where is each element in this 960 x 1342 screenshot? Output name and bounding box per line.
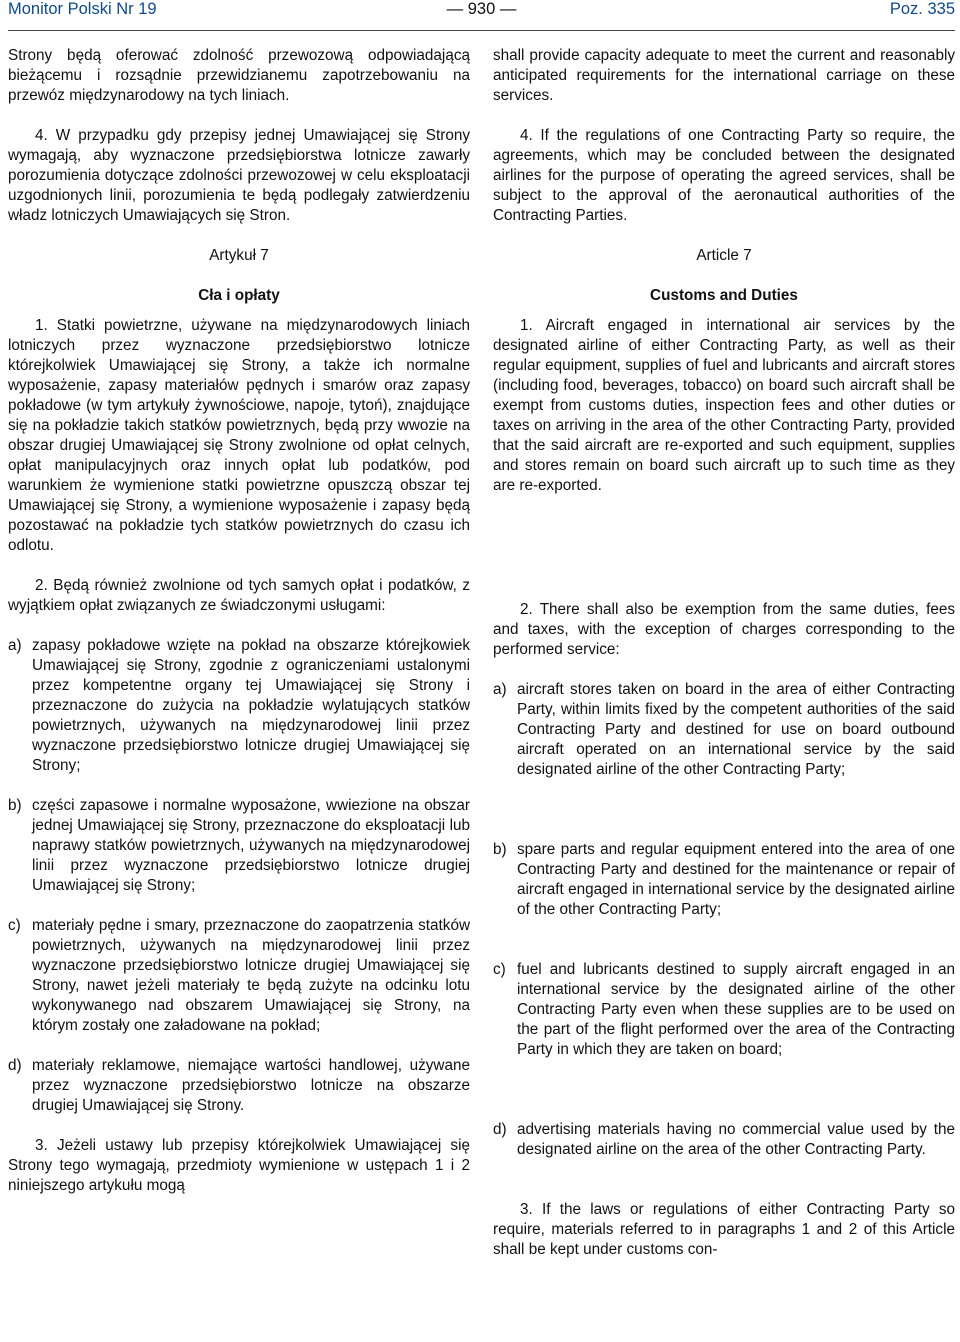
list-item-label: a)	[8, 637, 22, 654]
list-item	[8, 916, 470, 1036]
en-article-title: Customs and Duties	[650, 287, 798, 304]
position-number: Poz. 335	[889, 0, 955, 18]
pl-exemption-list	[8, 636, 470, 1116]
list-item-text: aircraft stores taken on board in the area of either Contracting Party, within limits fixed by the competent authorities of the said Contracting Party and destined for use on board outbound aircraft operated on an international service by the said designated airline of the other Contracting Party;	[517, 681, 955, 778]
list-item-label: a)	[493, 681, 507, 698]
list-item-label: d)	[493, 1121, 507, 1138]
en-paragraph-4: 4. If the regulations of one Contracting Party so require, the agreements, which may be concluded between the designated airlines for the purpose of operating the agreed services, shall be subject to the approval of the aeronautical authorities of the Contracting Parties.	[493, 127, 955, 224]
page-number: — 930 —	[446, 0, 517, 18]
list-item-text: materiały pędne i smary, przeznaczone do zaopatrzenia statków powietrznych, używanych na międzynarodowej linii przez wyznaczone przedsiębiorstwo lotnicze drugiej Umawiającej się Strony, nawet jeżeli materiały te będą zużyte na odcinku lotu wykonywanego nad obszarem Umawiającej się Strony, na którym zostały one załadowane na pokład;	[32, 917, 470, 1034]
list-item-text: materiały reklamowe, niemające wartości handlowej, używane przez wyznaczone przedsiębiorstwo lotnicze na obszarze drugiej Umawiającej się Strony.	[32, 1057, 470, 1114]
list-item-text: advertising materials having no commercial value used by the designated airline on the area of the other Contracting Party.	[517, 1121, 955, 1158]
page-header	[8, 0, 955, 31]
en-intro-paragraph: shall provide capacity adequate to meet the current and reasonably anticipated requirements for the international carriage on these services.	[493, 47, 955, 104]
pl-intro-paragraph: Strony będą oferować zdolność przewozową odpowiadającą bieżącemu i rozsądnie przewidzianemu zapotrzebowaniu na przewóz międzynarodowy na tych liniach.	[8, 47, 470, 104]
en-paragraph-1: 1. Aircraft engaged in international air services by the designated airline of either Contracting Party, as well as their regular equipment, supplies of fuel and lubricants and aircraft stores (including food, beverages, tobacco) on board such aircraft shall be exempt from customs duties, inspection fees and other duties or taxes on arriving in the area of the other Contracting Party, provided that the said aircraft are re-exported and such equipment, supplies and stores remain on board such aircraft up to such time as they are re-exported.	[493, 317, 955, 494]
publication-title: Monitor Polski Nr 19	[8, 0, 157, 18]
pl-paragraph-4: 4. W przypadku gdy przepisy jednej Umawiającej się Strony wymagają, aby wyznaczone przedsiębiorstwa lotnicze zawarły porozumienia dotyczące zdolności przewozowej w celu eksploatacji uzgodnionych linii, porozumienia te będą podlegały zatwierdzeniu władz lotniczych Umawiających się Stron.	[8, 127, 470, 224]
pl-article-heading: Artykuł 7	[209, 247, 269, 264]
en-article-heading: Article 7	[696, 247, 752, 264]
pl-paragraph-3: 3. Jeżeli ustawy lub przepisy którejkolwiek Umawiającej się Strony tego wymagają, przedmioty wymienione w ustępach 1 i 2 niniejszego artykułu mogą	[8, 1137, 470, 1194]
list-item	[8, 1056, 470, 1116]
list-item-label: b)	[8, 797, 22, 814]
list-item-label: b)	[493, 841, 507, 858]
en-paragraph-3: 3. If the laws or regulations of either Contracting Party so require, materials referred to in paragraphs 1 and 2 of this Article shall be kept under customs con-	[493, 1201, 955, 1258]
list-item	[8, 796, 470, 896]
polish-column	[8, 46, 470, 1196]
list-item	[493, 840, 955, 920]
list-item	[493, 960, 955, 1060]
list-item-text: części zapasowe i normalne wyposażone, wwiezione na obszar jednej Umawiającej się Strony, przeznaczone do eksploatacji lub naprawy statków powietrznych, używanych na międzynarodowej linii przez wyznaczone przedsiębiorstwo lotnicze drugiej Umawiającej się Strony;	[32, 797, 470, 894]
list-item-text: spare parts and regular equipment entered into the area of one Contracting Party and destined for the maintenance or repair of aircraft engaged in international service by the designated airline of the other Contracting Party;	[517, 841, 955, 918]
list-item	[493, 680, 955, 780]
list-item-label: c)	[493, 961, 506, 978]
en-exemption-list	[493, 680, 955, 1160]
list-item-label: c)	[8, 917, 21, 934]
list-item	[8, 636, 470, 776]
list-item	[493, 1120, 955, 1160]
english-column	[493, 46, 955, 1260]
list-item-text: zapasy pokładowe wzięte na pokład na obszarze którejkowiek Umawiającej się Strony, zgodnie z ograniczeniami ustalonymi przez kompetentne organy tej Umawiającej się Strony i przeznaczone do zużycia na pokładzie wylatujących statków powietrznych, używanych na międzynarodowej linii przez wyznaczone przedsiębiorstwo lotnicze drugiej Umawiającej się Strony;	[32, 637, 470, 774]
pl-paragraph-2: 2. Będą również zwolnione od tych samych opłat i podatków, z wyjątkiem opłat związanych ze świadczonymi usługami:	[8, 577, 470, 614]
list-item-text: fuel and lubricants destined to supply aircraft engaged in an international service by the designated airline of the other Contracting Party even when these supplies are to be used on the part of the flight performed over the area of the Contracting Party in which they are taken on board;	[517, 961, 955, 1058]
pl-article-title: Cła i opłaty	[198, 287, 280, 304]
list-item-label: d)	[8, 1057, 22, 1074]
en-paragraph-2: 2. There shall also be exemption from the same duties, fees and taxes, with the exception of charges corresponding to the performed service:	[493, 601, 955, 658]
pl-paragraph-1: 1. Statki powietrzne, używane na międzynarodowych liniach lotniczych przez wyznaczone przedsiębiorstwo lotnicze którejkolwiek Umawiającej się Strony, a także ich normalne wyposażenie, zapasy materiałów pędnych i smarów oraz zapasy pokładowe (w tym artykuły żywnościowe, napoje, tytoń), znajdujące się na pokładzie takich statków powietrznych, będą przy wwozie na obszar drugiej Umawiającej się Strony zwolnione od opłat celnych, opłat manipulacyjnych oraz innych opłat lub podatków, pod warunkiem że wymienione statki powietrzne opuszczą obszar tej Umawiającej się Strony, a wymienione wyposażenie i zapasy będą pozostawać na pokładzie tych statków powietrznych do czasu ich odlotu.	[8, 317, 470, 554]
